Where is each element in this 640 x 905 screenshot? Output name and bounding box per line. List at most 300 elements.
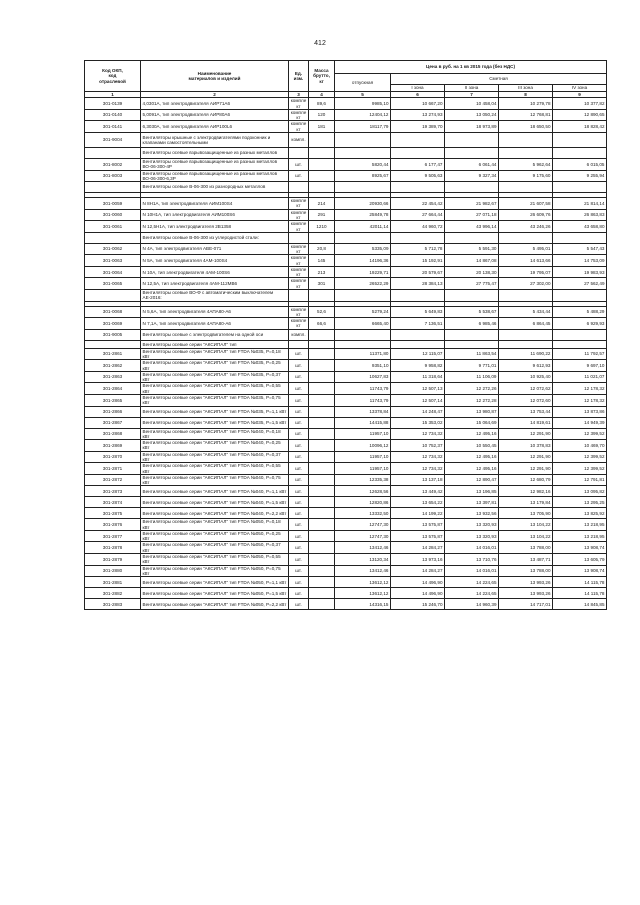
cell-code bbox=[85, 147, 141, 158]
cell-zone2-price: 12 495,16 bbox=[445, 428, 499, 440]
cell-zone3-price: 12 680,79 bbox=[499, 474, 553, 486]
table-row bbox=[85, 554, 607, 566]
cell-zone3-price: 21 607,58 bbox=[499, 198, 553, 210]
cell-zone1-price: 12 734,32 bbox=[391, 428, 445, 440]
cell-release-price: 13612,12 bbox=[335, 588, 391, 599]
cell-zone2-price bbox=[445, 132, 499, 147]
cell-release-price: 13612,12 bbox=[335, 577, 391, 588]
cell-zone1-price bbox=[391, 232, 445, 243]
zone2-header: II зона bbox=[445, 85, 499, 92]
cell-zone2-price bbox=[445, 340, 499, 348]
cell-zone3-price: 5 434,44 bbox=[499, 306, 553, 318]
cell-unit: шт. bbox=[289, 565, 309, 577]
cell-unit: компле кт bbox=[289, 306, 309, 318]
cell-zone4-price: 14 845,85 bbox=[553, 599, 607, 610]
cell-zone2-price: 13 932,56 bbox=[445, 508, 499, 519]
cell-name: Вентиляторы осевые серии "АКСИПАЛ" тип FTDA №040, Р=0,55 кВт bbox=[141, 463, 289, 475]
table-row bbox=[85, 340, 607, 348]
cell-mass bbox=[309, 542, 335, 554]
cell-mass: 89,6 bbox=[309, 98, 335, 110]
cell-unit: компле кт bbox=[289, 221, 309, 233]
cell-code: 301-0139 bbox=[85, 98, 141, 110]
cell-unit: шт. bbox=[289, 170, 309, 182]
cell-zone3-price: 27 302,00 bbox=[499, 278, 553, 290]
table-row bbox=[85, 243, 607, 255]
cell-unit: шт. bbox=[289, 406, 309, 417]
cell-release-price bbox=[335, 147, 391, 158]
price-table bbox=[84, 60, 607, 610]
cell-code: 301-0062 bbox=[85, 243, 141, 255]
cell-name: 4,0301А, тип электродвигателя АИР71А6 bbox=[141, 98, 289, 110]
cell-zone1-price: 10 752,37 bbox=[391, 440, 445, 452]
cell-zone3-price: 10 279,78 bbox=[499, 98, 553, 110]
cell-mass: 181 bbox=[309, 121, 335, 133]
cell-zone3-price: 13 104,22 bbox=[499, 519, 553, 531]
cell-zone2-price: 10 550,45 bbox=[445, 440, 499, 452]
cell-code: 301-2882 bbox=[85, 588, 141, 599]
cell-zone1-price bbox=[391, 147, 445, 158]
cell-release-price: 13332,50 bbox=[335, 508, 391, 519]
zone4-header: IV зона bbox=[553, 85, 607, 92]
cell-unit: шт. bbox=[289, 542, 309, 554]
cell-zone2-price bbox=[445, 329, 499, 340]
table-row bbox=[85, 158, 607, 170]
cell-code: 301-0064 bbox=[85, 266, 141, 278]
cell-zone3-price: 12 072,60 bbox=[499, 394, 553, 406]
cell-release-price: 10096,12 bbox=[335, 440, 391, 452]
cell-name: Вентиляторы осевые серии "АКСИПАЛ" тип FTDA №040, Р=1,5 кВт bbox=[141, 497, 289, 508]
cell-unit bbox=[289, 232, 309, 243]
cell-zone1-price: 5 712,78 bbox=[391, 243, 445, 255]
cell-zone4-price: 5 547,43 bbox=[553, 243, 607, 255]
cell-zone4-price bbox=[553, 329, 607, 340]
cell-zone1-price: 14 284,27 bbox=[391, 565, 445, 577]
cell-unit: шт. bbox=[289, 474, 309, 486]
cell-mass bbox=[309, 519, 335, 531]
cell-release-price: 14316,15 bbox=[335, 599, 391, 610]
cell-name: Вентиляторы осевые В-06-300 из разнородных металлов bbox=[141, 182, 289, 193]
cell-zone4-price bbox=[553, 132, 607, 147]
cell-release-price: 11743,79 bbox=[335, 394, 391, 406]
cell-code: 301-2881 bbox=[85, 577, 141, 588]
cell-release-price: 12747,30 bbox=[335, 530, 391, 542]
table-row bbox=[85, 209, 607, 221]
cell-mass: 145 bbox=[309, 255, 335, 267]
cell-code: 301-8003 bbox=[85, 170, 141, 182]
cell-name: N 8Н1А, тип электродвигателя АИМ100S4 bbox=[141, 198, 289, 210]
cell-zone4-price: 12 890,65 bbox=[553, 109, 607, 121]
cell-zone4-price: 13 605,79 bbox=[553, 554, 607, 566]
cell-zone2-price: 13 980,87 bbox=[445, 406, 499, 417]
cell-code: 301-2871 bbox=[85, 463, 141, 475]
cell-release-price: 12335,38 bbox=[335, 474, 391, 486]
cell-mass bbox=[309, 417, 335, 428]
cell-mass bbox=[309, 182, 335, 193]
cell-release-price: 20930,66 bbox=[335, 198, 391, 210]
cell-code: 301-0063 bbox=[85, 255, 141, 267]
cell-zone1-price: 12 507,14 bbox=[391, 394, 445, 406]
cell-zone4-price: 9 697,10 bbox=[553, 360, 607, 372]
cell-zone4-price: 27 562,49 bbox=[553, 278, 607, 290]
cell-code: 301-2873 bbox=[85, 486, 141, 497]
cell-release-price: 9351,10 bbox=[335, 360, 391, 372]
cell-name: Вентиляторы осевые взрывозащищенные из разных металлов ВО-06-300-6,3Р bbox=[141, 170, 289, 182]
cell-unit: шт. bbox=[289, 519, 309, 531]
cell-release-price: 13412,46 bbox=[335, 565, 391, 577]
cell-zone2-price: 12 495,16 bbox=[445, 463, 499, 475]
cell-unit: компле кт bbox=[289, 209, 309, 221]
cell-zone1-price: 15 246,70 bbox=[391, 599, 445, 610]
cell-code: 301-0068 bbox=[85, 306, 141, 318]
cell-name: Вентиляторы осевые серии "АКСИПАЛ" тип FTDA №035, Р=0,55 кВт bbox=[141, 383, 289, 395]
table-row bbox=[85, 371, 607, 383]
cell-mass bbox=[309, 530, 335, 542]
cell-name: Вентиляторы осевые серии "АКСИПАЛ" тип FTDA №040, Р=2,2 кВт bbox=[141, 508, 289, 519]
cell-zone3-price bbox=[499, 182, 553, 193]
cell-zone4-price: 13 825,92 bbox=[553, 508, 607, 519]
col-number: 7 bbox=[445, 92, 499, 98]
cell-zone3-price bbox=[499, 132, 553, 147]
cell-unit: шт. bbox=[289, 530, 309, 542]
cell-name: Вентиляторы осевые взрывозащищенные из разных металлов bbox=[141, 147, 289, 158]
table-row bbox=[85, 463, 607, 475]
cell-unit: компле кт bbox=[289, 278, 309, 290]
cell-mass: 1210 bbox=[309, 221, 335, 233]
cell-name: Вентиляторы осевые с электродвигателем на одной оси bbox=[141, 329, 289, 340]
cell-release-price: 14196,36 bbox=[335, 255, 391, 267]
cell-unit: компле кт bbox=[289, 318, 309, 330]
table-row bbox=[85, 599, 607, 610]
col-number: 1 bbox=[85, 92, 141, 98]
cell-release-price: 11743,79 bbox=[335, 383, 391, 395]
cell-zone2-price: 14 224,65 bbox=[445, 588, 499, 599]
cell-zone2-price: 11 106,09 bbox=[445, 371, 499, 383]
cell-mass bbox=[309, 474, 335, 486]
table-row bbox=[85, 348, 607, 360]
col-number: 3 bbox=[289, 92, 309, 98]
cell-zone3-price: 18 650,50 bbox=[499, 121, 553, 133]
cell-zone1-price: 13 973,16 bbox=[391, 554, 445, 566]
cell-name: Вентиляторы осевые серии "АКСИПАЛ" тип bbox=[141, 340, 289, 348]
cell-zone3-price bbox=[499, 147, 553, 158]
cell-code bbox=[85, 232, 141, 243]
cell-zone2-price: 27 071,18 bbox=[445, 209, 499, 221]
col-code-header: Код ОКП, код отраслевой bbox=[85, 61, 141, 92]
cell-zone3-price: 12 291,90 bbox=[499, 451, 553, 463]
cell-zone2-price: 12 495,16 bbox=[445, 451, 499, 463]
cell-zone2-price: 13 050,24 bbox=[445, 109, 499, 121]
cell-zone4-price: 13 218,95 bbox=[553, 519, 607, 531]
cell-zone1-price: 44 960,72 bbox=[391, 221, 445, 233]
cell-unit: шт. bbox=[289, 348, 309, 360]
cell-unit: шт. bbox=[289, 440, 309, 452]
cell-release-price: 12747,30 bbox=[335, 519, 391, 531]
cell-name: Вентиляторы осевые серии "АКСИПАЛ" тип FTDA №035, Р=1,5 кВт bbox=[141, 417, 289, 428]
cell-zone4-price: 12 399,52 bbox=[553, 451, 607, 463]
cell-zone3-price: 10 925,40 bbox=[499, 371, 553, 383]
cell-code: 301-2861 bbox=[85, 348, 141, 360]
cell-code: 301-2883 bbox=[85, 599, 141, 610]
cell-zone1-price: 19 389,70 bbox=[391, 121, 445, 133]
cell-release-price: 6665,40 bbox=[335, 318, 391, 330]
cell-release-price bbox=[335, 232, 391, 243]
cell-mass bbox=[309, 565, 335, 577]
cell-name: N 12,5Н1А, тип электродвигателя 2В1358 bbox=[141, 221, 289, 233]
cell-zone1-price bbox=[391, 329, 445, 340]
col-number: 2 bbox=[141, 92, 289, 98]
price-title-header: Цена в руб. на 1 кв 2015 года (без НДС) bbox=[335, 61, 607, 74]
cell-code: 301-2876 bbox=[85, 519, 141, 531]
table-row bbox=[85, 198, 607, 210]
cell-zone2-price: 9 327,34 bbox=[445, 170, 499, 182]
cell-release-price: 12628,56 bbox=[335, 486, 391, 497]
table-row bbox=[85, 290, 607, 302]
cell-zone2-price bbox=[445, 182, 499, 193]
cell-zone4-price bbox=[553, 290, 607, 302]
cell-zone2-price bbox=[445, 290, 499, 302]
cell-zone3-price: 13 788,00 bbox=[499, 565, 553, 577]
cell-zone4-price bbox=[553, 182, 607, 193]
cell-zone3-price: 26 609,76 bbox=[499, 209, 553, 221]
cell-unit bbox=[289, 290, 309, 302]
cell-zone4-price: 10 469,70 bbox=[553, 440, 607, 452]
cell-code: 301-0059 bbox=[85, 198, 141, 210]
table-row bbox=[85, 255, 607, 267]
cell-zone3-price: 6 864,45 bbox=[499, 318, 553, 330]
cell-name: Вентиляторы осевые серии "АКСИПАЛ" тип FTDA №050, Р=0,18 кВт bbox=[141, 519, 289, 531]
cell-mass bbox=[309, 497, 335, 508]
cell-zone2-price: 14 224,65 bbox=[445, 577, 499, 588]
cell-release-price bbox=[335, 290, 391, 302]
cell-zone3-price bbox=[499, 232, 553, 243]
table-row bbox=[85, 530, 607, 542]
cell-code: 301-2866 bbox=[85, 406, 141, 417]
table-row bbox=[85, 394, 607, 406]
cell-zone1-price: 15 192,91 bbox=[391, 255, 445, 267]
cell-zone3-price: 13 993,26 bbox=[499, 588, 553, 599]
cell-code: 301-2872 bbox=[85, 474, 141, 486]
table-row bbox=[85, 497, 607, 508]
cell-mass bbox=[309, 348, 335, 360]
cell-zone4-price: 11 792,57 bbox=[553, 348, 607, 360]
cell-mass bbox=[309, 428, 335, 440]
cell-unit bbox=[289, 182, 309, 193]
cell-zone2-price: 13 710,76 bbox=[445, 554, 499, 566]
cell-zone3-price bbox=[499, 290, 553, 302]
cell-zone1-price: 14 284,27 bbox=[391, 542, 445, 554]
page-number: 412 bbox=[314, 40, 326, 47]
cell-name: Вентиляторы осевые серии "АКСИПАЛ" тип FTDA №050, Р=0,37 кВт bbox=[141, 542, 289, 554]
cell-name: Вентиляторы осевые серии "АКСИПАЛ" тип FTDA №035, Р=0,25 кВт bbox=[141, 360, 289, 372]
cell-zone1-price: 13 575,87 bbox=[391, 519, 445, 531]
cell-mass bbox=[309, 132, 335, 147]
cell-zone4-price: 14 115,78 bbox=[553, 588, 607, 599]
cell-code: 301-2868 bbox=[85, 428, 141, 440]
cell-mass bbox=[309, 329, 335, 340]
cell-release-price: 11371,80 bbox=[335, 348, 391, 360]
cell-zone1-price: 14 496,90 bbox=[391, 588, 445, 599]
cell-code: 301-8002 bbox=[85, 158, 141, 170]
cell-mass bbox=[309, 451, 335, 463]
cell-release-price: 13120,34 bbox=[335, 554, 391, 566]
cell-zone4-price: 13 873,86 bbox=[553, 406, 607, 417]
cell-zone4-price: 14 949,39 bbox=[553, 417, 607, 428]
table-row bbox=[85, 451, 607, 463]
cell-mass bbox=[309, 554, 335, 566]
cell-unit: шт. bbox=[289, 428, 309, 440]
cell-name: Вентиляторы осевые серии "АКСИПАЛ" тип FTDA №035, Р=0,37 кВт bbox=[141, 371, 289, 383]
cell-release-price: 11957,10 bbox=[335, 463, 391, 475]
cell-name: Вентиляторы крышные с электродвигателями подоконник и клапанами самостоятельными bbox=[141, 132, 289, 147]
cell-zone4-price bbox=[553, 340, 607, 348]
cell-code: 301-0069 bbox=[85, 318, 141, 330]
cell-code: 301-2874 bbox=[85, 497, 141, 508]
cell-code: 301-2862 bbox=[85, 360, 141, 372]
cell-zone4-price: 6 015,05 bbox=[553, 158, 607, 170]
table-row bbox=[85, 565, 607, 577]
cell-name: Вентиляторы осевые В-06-300 из углеродистой стали: bbox=[141, 232, 289, 243]
cell-unit: компле кт bbox=[289, 266, 309, 278]
cell-zone2-price: 14 960,39 bbox=[445, 599, 499, 610]
col-mass-header: Масса брутто, кг bbox=[309, 61, 335, 92]
cell-code: 301-2867 bbox=[85, 417, 141, 428]
table-row bbox=[85, 486, 607, 497]
cell-zone3-price: 5 962,64 bbox=[499, 158, 553, 170]
cell-zone4-price: 18 828,42 bbox=[553, 121, 607, 133]
cell-unit: шт. bbox=[289, 554, 309, 566]
cell-release-price bbox=[335, 340, 391, 348]
cell-release-price: 5820,44 bbox=[335, 158, 391, 170]
cell-unit: шт. bbox=[289, 577, 309, 588]
cell-name: Вентиляторы осевые серии "АКСИПАЛ" тип FTDA №035, Р=0,18 кВт bbox=[141, 348, 289, 360]
cell-name: Вентиляторы осевые серии "АКСИПАЛ" тип FTDA №040, Р=0,25 кВт bbox=[141, 440, 289, 452]
cell-zone2-price: 13 196,85 bbox=[445, 486, 499, 497]
cell-zone4-price: 26 863,83 bbox=[553, 209, 607, 221]
cell-name: Вентиляторы осевые серии "АКСИПАЛ" тип FTDA №040, Р=0,75 кВт bbox=[141, 474, 289, 486]
cell-name: Вентиляторы осевые серии "АКСИПАЛ" тип FTDA №050, Р=0,75 кВт bbox=[141, 565, 289, 577]
table-row bbox=[85, 406, 607, 417]
cell-zone1-price: 14 248,47 bbox=[391, 406, 445, 417]
cell-zone3-price: 12 291,90 bbox=[499, 428, 553, 440]
cell-code: 301-2878 bbox=[85, 542, 141, 554]
cell-zone1-price: 27 664,44 bbox=[391, 209, 445, 221]
cell-mass: 20,8 bbox=[309, 243, 335, 255]
cell-code: 301-2877 bbox=[85, 530, 141, 542]
cell-zone1-price: 12 507,13 bbox=[391, 383, 445, 395]
cell-zone3-price: 13 788,00 bbox=[499, 542, 553, 554]
table-row bbox=[85, 182, 607, 193]
table-row bbox=[85, 383, 607, 395]
col-number: 6 bbox=[391, 92, 445, 98]
cell-zone3-price: 9 612,93 bbox=[499, 360, 553, 372]
cell-release-price: 25849,78 bbox=[335, 209, 391, 221]
cell-zone4-price: 21 814,14 bbox=[553, 198, 607, 210]
table-row bbox=[85, 577, 607, 588]
table-row bbox=[85, 542, 607, 554]
cell-name: Вентиляторы осевые серии "АКСИПАЛ" тип FTDA №050, Р=0,25 кВт bbox=[141, 530, 289, 542]
cell-zone2-price: 20 138,30 bbox=[445, 266, 499, 278]
cell-zone2-price: 14 016,01 bbox=[445, 542, 499, 554]
cell-release-price: 10627,83 bbox=[335, 371, 391, 383]
cell-name: Вентиляторы осевые серии "АКСИПАЛ" тип FTDA №040, Р=0,37 кВт bbox=[141, 451, 289, 463]
table-body bbox=[85, 98, 607, 610]
cell-mass bbox=[309, 486, 335, 497]
cell-zone4-price: 9 255,94 bbox=[553, 170, 607, 182]
cell-zone2-price: 13 397,81 bbox=[445, 497, 499, 508]
col-number: 4 bbox=[309, 92, 335, 98]
cell-zone1-price: 12 115,07 bbox=[391, 348, 445, 360]
cell-name: Вентиляторы осевые серии "АКСИПАЛ" тип FTDA №050, Р=1,5 кВт bbox=[141, 588, 289, 599]
table-row bbox=[85, 98, 607, 110]
cell-zone2-price: 43 996,14 bbox=[445, 221, 499, 233]
cell-mass: 291 bbox=[309, 209, 335, 221]
cell-zone3-price: 12 291,90 bbox=[499, 463, 553, 475]
cell-mass: 120 bbox=[309, 109, 335, 121]
cell-zone2-price: 14 016,01 bbox=[445, 565, 499, 577]
cell-zone3-price: 13 753,44 bbox=[499, 406, 553, 417]
cell-release-price: 5335,09 bbox=[335, 243, 391, 255]
cell-zone4-price: 12 178,32 bbox=[553, 383, 607, 395]
cell-unit bbox=[289, 147, 309, 158]
cell-zone3-price: 12 768,81 bbox=[499, 109, 553, 121]
cell-zone1-price: 13 137,18 bbox=[391, 474, 445, 486]
cell-mass bbox=[309, 588, 335, 599]
cell-unit: шт. bbox=[289, 451, 309, 463]
col-number: 5 bbox=[335, 92, 391, 98]
cell-zone3-price: 12 982,16 bbox=[499, 486, 553, 497]
cell-unit: шт. bbox=[289, 394, 309, 406]
cell-mass bbox=[309, 463, 335, 475]
cell-zone3-price: 11 690,22 bbox=[499, 348, 553, 360]
cell-unit: шт. bbox=[289, 497, 309, 508]
col-release-header: отпускная bbox=[335, 74, 391, 92]
cell-zone4-price: 12 178,32 bbox=[553, 394, 607, 406]
cell-name: N 12,5А, тип электродвигателя 4АМ-112МВ6 bbox=[141, 278, 289, 290]
cell-zone3-price: 19 795,07 bbox=[499, 266, 553, 278]
cell-name: N 5А, тип электродвигателя 4АМ-100S4 bbox=[141, 255, 289, 267]
cell-zone3-price: 14 613,66 bbox=[499, 255, 553, 267]
cell-unit: компл. bbox=[289, 329, 309, 340]
cell-zone4-price: 19 983,93 bbox=[553, 266, 607, 278]
cell-code: 301-0140 bbox=[85, 109, 141, 121]
cell-mass bbox=[309, 508, 335, 519]
cell-zone2-price: 27 775,47 bbox=[445, 278, 499, 290]
cell-code: 301-2880 bbox=[85, 565, 141, 577]
cell-release-price: 18117,79 bbox=[335, 121, 391, 133]
cell-zone4-price bbox=[553, 232, 607, 243]
cell-zone1-price: 9 958,82 bbox=[391, 360, 445, 372]
cell-zone1-price: 7 136,51 bbox=[391, 318, 445, 330]
cell-zone1-price: 14 496,90 bbox=[391, 577, 445, 588]
cell-zone2-price: 12 272,26 bbox=[445, 383, 499, 395]
cell-zone3-price: 12 072,62 bbox=[499, 383, 553, 395]
cell-zone4-price: 14 115,78 bbox=[553, 577, 607, 588]
cell-release-price: 11957,10 bbox=[335, 451, 391, 463]
cell-release-price: 11957,10 bbox=[335, 428, 391, 440]
cell-name: N 4А, тип электродвигателя АВЕ-071 bbox=[141, 243, 289, 255]
cell-zone4-price: 6 929,93 bbox=[553, 318, 607, 330]
cell-unit: компле кт bbox=[289, 109, 309, 121]
cell-zone1-price: 12 734,32 bbox=[391, 463, 445, 475]
table-row bbox=[85, 170, 607, 182]
table-row bbox=[85, 278, 607, 290]
cell-name: Вентиляторы осевые серии "АКСИПАЛ" тип FTDA №050, Р=1,1 кВт bbox=[141, 577, 289, 588]
cell-release-price: 13378,84 bbox=[335, 406, 391, 417]
cell-mass bbox=[309, 340, 335, 348]
cell-zone4-price: 13 908,74 bbox=[553, 565, 607, 577]
cell-mass: 214 bbox=[309, 198, 335, 210]
cell-name: 5,0091А, тип электродвигателя АИР80А6 bbox=[141, 109, 289, 121]
